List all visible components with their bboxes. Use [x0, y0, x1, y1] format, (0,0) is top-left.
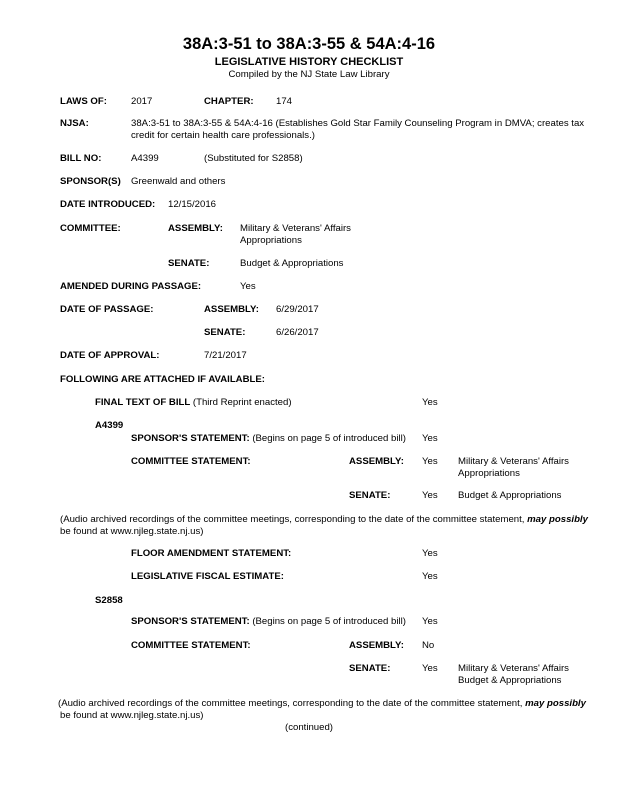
s2858-senate-value: Yes [422, 663, 438, 674]
njsa-line-1: 38A:3-51 to 38A:3-55 & 54A:4-16 (Establishes Gold Star Family Counseling Program in DMVA; creates tax [131, 118, 585, 129]
a4399-sponsor-value: Yes [422, 433, 438, 444]
s2858-audio-line-2: be found at www.njleg.state.nj.us) [60, 710, 204, 721]
committee-assembly-1: Military & Veterans' Affairs [240, 223, 351, 234]
amended-value: Yes [240, 281, 256, 292]
laws-of-value: 2017 [131, 96, 153, 107]
a4399-fiscal-label: LEGISLATIVE FISCAL ESTIMATE: [131, 571, 284, 582]
a4399-audio-line-1 [60, 514, 588, 526]
committee-assembly-2: Appropriations [240, 235, 302, 246]
date-introduced-value: 12/15/2016 [168, 199, 217, 210]
a4399-fiscal-value: Yes [422, 571, 438, 582]
continued-note: (continued) [285, 722, 333, 733]
final-text-label: FINAL TEXT OF BILL [95, 397, 191, 408]
a4399-assembly-value: Yes [422, 456, 438, 467]
s2858-sponsor-row [131, 616, 406, 628]
approval-value: 7/21/2017 [204, 350, 247, 361]
final-text-row [95, 397, 292, 409]
committee-senate-label: SENATE: [168, 258, 210, 269]
page-subtitle: LEGISLATIVE HISTORY CHECKLIST [214, 56, 404, 68]
passage-senate-label: SENATE: [204, 327, 246, 338]
a4399-committee-label: COMMITTEE STATEMENT: [131, 456, 251, 467]
a4399-senate-value: Yes [422, 490, 438, 501]
committee-assembly-label: ASSEMBLY: [168, 223, 223, 234]
s2858-senate-label: SENATE: [349, 663, 391, 674]
passage-label: DATE OF PASSAGE: [60, 304, 154, 315]
bill-no-substitute: (Substituted for S2858) [204, 153, 303, 164]
a4399-senate-comm: Budget & Appropriations [458, 490, 562, 501]
final-text-value: Yes [422, 397, 438, 408]
a4399-assembly-label: ASSEMBLY: [349, 456, 404, 467]
a4399-floor-value: Yes [422, 548, 438, 559]
passage-assembly-label: ASSEMBLY: [204, 304, 259, 315]
s2858-sponsor-value: Yes [422, 616, 438, 627]
s2858-sponsor-note: (Begins on page 5 of introduced bill) [252, 616, 406, 627]
a4399-sponsor-label: SPONSOR'S STATEMENT: [131, 433, 250, 444]
s2858-audio-emphasis: may possibly [525, 698, 586, 709]
njsa-label: NJSA: [60, 118, 89, 129]
compiled-by: Compiled by the NJ State Law Library [228, 69, 390, 80]
final-text-note: (Third Reprint enacted) [192, 397, 292, 408]
passage-senate-value: 6/26/2017 [276, 327, 319, 338]
a4399-sponsor-row [131, 433, 406, 445]
attached-heading: FOLLOWING ARE ATTACHED IF AVAILABLE: [60, 374, 265, 385]
s2858-committee-label: COMMITTEE STATEMENT: [131, 640, 251, 651]
njsa-line-2: credit for certain health care professionals.) [131, 130, 315, 141]
s2858-senate-comm-2: Budget & Appropriations [458, 675, 562, 686]
approval-label: DATE OF APPROVAL: [60, 350, 160, 361]
committee-senate-value: Budget & Appropriations [240, 258, 344, 269]
bill-no-label: BILL NO: [60, 153, 102, 164]
s2858-sponsor-label: SPONSOR'S STATEMENT: [131, 616, 250, 627]
sponsor-value: Greenwald and others [131, 176, 226, 187]
chapter-value: 174 [276, 96, 293, 107]
committee-label: COMMITTEE: [60, 223, 121, 234]
bill-no-value: A4399 [131, 153, 159, 164]
a4399-floor-label: FLOOR AMENDMENT STATEMENT: [131, 548, 292, 559]
s2858-senate-comm-1: Military & Veterans' Affairs [458, 663, 569, 674]
a4399-audio-line-2: be found at www.njleg.state.nj.us) [60, 526, 204, 537]
date-introduced-label: DATE INTRODUCED: [60, 199, 156, 210]
s2858-heading: S2858 [95, 595, 123, 606]
a4399-senate-label: SENATE: [349, 490, 391, 501]
a4399-audio-emphasis: may possibly [527, 514, 588, 525]
s2858-assembly-value: No [422, 640, 435, 651]
s2858-assembly-label: ASSEMBLY: [349, 640, 404, 651]
a4399-heading: A4399 [95, 420, 124, 431]
chapter-label: CHAPTER: [204, 96, 254, 107]
laws-of-label: LAWS OF: [60, 96, 107, 107]
page-title: 38A:3-51 to 38A:3-55 & 54A:4-16 [182, 35, 436, 53]
a4399-assembly-comm-1: Military & Veterans' Affairs [458, 456, 569, 467]
s2858-audio-line-1 [58, 698, 586, 710]
sponsor-label: SPONSOR(S) [60, 176, 121, 187]
passage-assembly-value: 6/29/2017 [276, 304, 319, 315]
amended-label: AMENDED DURING PASSAGE: [60, 281, 202, 292]
a4399-assembly-comm-2: Appropriations [458, 468, 520, 479]
a4399-sponsor-note: (Begins on page 5 of introduced bill) [252, 433, 406, 444]
s2858-audio-text: (Audio archived recordings of the committee meetings, corresponding to the date of the committee statement, [58, 698, 526, 709]
a4399-audio-text: (Audio archived recordings of the committee meetings, corresponding to the date of the committee statement, [60, 514, 528, 525]
